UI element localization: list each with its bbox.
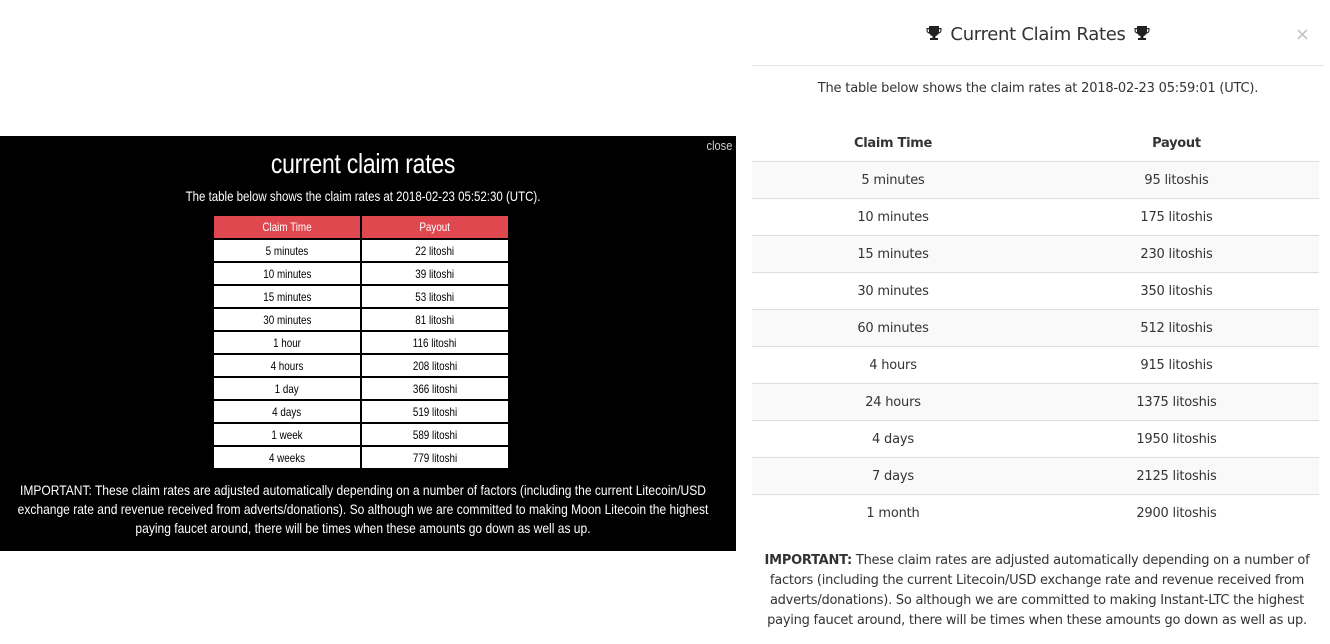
payout-cell: 1375 litoshis bbox=[1034, 384, 1319, 421]
table-row bbox=[213, 239, 509, 262]
payout-cell: 366 litoshi bbox=[361, 377, 509, 400]
important-note bbox=[748, 551, 1326, 631]
table-row bbox=[213, 331, 509, 354]
payout-cell: 95 litoshis bbox=[1034, 162, 1319, 199]
important-note: IMPORTANT: These claim rates are adjusted automatically depending on a number of factors (including the current Litecoin/USD exchange rate and revenue received from adverts/donations). So although we are committed to making Moon Litecoin the highest paying faucet around, there will be times when these amounts go down as well as up. bbox=[17, 482, 709, 536]
trophy-icon bbox=[1134, 25, 1150, 41]
table-row bbox=[213, 423, 509, 446]
moon-litecoin-claim-rates-modal bbox=[0, 136, 736, 551]
table-row bbox=[213, 285, 509, 308]
modal-title bbox=[752, 24, 1324, 45]
claim-time-cell: 5 minutes bbox=[213, 239, 361, 262]
payout-cell: 2900 litoshis bbox=[1034, 495, 1319, 532]
payout-cell: 779 litoshi bbox=[361, 446, 509, 469]
close-button[interactable]: close bbox=[706, 138, 732, 153]
table-row bbox=[213, 262, 509, 285]
table-row bbox=[752, 421, 1319, 458]
claim-rates-table bbox=[212, 214, 510, 470]
payout-cell: 2125 litoshis bbox=[1034, 458, 1319, 495]
claim-time-cell: 10 minutes bbox=[752, 199, 1034, 236]
payout-cell: 350 litoshis bbox=[1034, 273, 1319, 310]
table-row bbox=[752, 236, 1319, 273]
table-row bbox=[213, 354, 509, 377]
payout-cell: 1950 litoshis bbox=[1034, 421, 1319, 458]
claim-time-cell: 1 day bbox=[213, 377, 361, 400]
table-header-row bbox=[752, 125, 1319, 162]
modal-subtitle: The table below shows the claim rates at 2018-02-23 05:52:30 (UTC). bbox=[185, 188, 541, 204]
modal-title-text: Current Claim Rates bbox=[950, 24, 1126, 45]
table-row bbox=[752, 273, 1319, 310]
payout-cell: 39 litoshi bbox=[361, 262, 509, 285]
claim-time-cell: 15 minutes bbox=[213, 285, 361, 308]
payout-cell: 519 litoshi bbox=[361, 400, 509, 423]
payout-cell: 53 litoshi bbox=[361, 285, 509, 308]
table-row bbox=[752, 162, 1319, 199]
claim-time-cell: 24 hours bbox=[752, 384, 1034, 421]
table-row bbox=[752, 384, 1319, 421]
modal-title: current claim rates bbox=[270, 148, 456, 179]
table-row bbox=[752, 347, 1319, 384]
table-row bbox=[752, 458, 1319, 495]
table-row bbox=[213, 400, 509, 423]
column-header-payout: Payout bbox=[361, 215, 509, 239]
claim-time-cell: 60 minutes bbox=[752, 310, 1034, 347]
table-body bbox=[213, 239, 509, 469]
trophy-icon bbox=[926, 25, 942, 41]
claim-time-cell: 1 month bbox=[752, 495, 1034, 532]
claim-time-cell: 1 hour bbox=[213, 331, 361, 354]
table-body bbox=[752, 162, 1319, 532]
claim-time-cell: 10 minutes bbox=[213, 262, 361, 285]
important-text: These claim rates are adjusted automatically depending on a number of factors (including the current Litecoin/USD exchange rate and revenue received from adverts/donations). So although we are committed to making Instant-LTC the highest paying faucet around, there will be times when these amounts go down as well as up. bbox=[767, 553, 1310, 628]
table-row bbox=[752, 495, 1319, 532]
table-row bbox=[213, 446, 509, 469]
claim-time-cell: 4 weeks bbox=[213, 446, 361, 469]
table-row bbox=[752, 199, 1319, 236]
important-label: IMPORTANT: bbox=[764, 553, 852, 568]
claim-time-cell: 4 days bbox=[752, 421, 1034, 458]
table-row bbox=[213, 377, 509, 400]
claim-time-cell: 4 hours bbox=[752, 347, 1034, 384]
payout-cell: 81 litoshi bbox=[361, 308, 509, 331]
table-row bbox=[752, 310, 1319, 347]
modal-header bbox=[752, 0, 1324, 66]
column-header-claim-time: Claim Time bbox=[752, 125, 1034, 162]
column-header-payout: Payout bbox=[1034, 125, 1319, 162]
payout-cell: 208 litoshi bbox=[361, 354, 509, 377]
payout-cell: 589 litoshi bbox=[361, 423, 509, 446]
payout-cell: 175 litoshis bbox=[1034, 199, 1319, 236]
column-header-claim-time: Claim Time bbox=[213, 215, 361, 239]
claim-time-cell: 4 hours bbox=[213, 354, 361, 377]
instant-ltc-claim-rates-modal bbox=[752, 0, 1330, 644]
claim-time-cell: 15 minutes bbox=[752, 236, 1034, 273]
payout-cell: 230 litoshis bbox=[1034, 236, 1319, 273]
claim-time-cell: 5 minutes bbox=[752, 162, 1034, 199]
claim-time-cell: 7 days bbox=[752, 458, 1034, 495]
table-header-row bbox=[213, 215, 509, 239]
claim-time-cell: 1 week bbox=[213, 423, 361, 446]
modal-subtitle: The table below shows the claim rates at 2018-02-23 05:59:01 (UTC). bbox=[817, 81, 1259, 96]
payout-cell: 116 litoshi bbox=[361, 331, 509, 354]
payout-cell: 915 litoshis bbox=[1034, 347, 1319, 384]
table-row bbox=[213, 308, 509, 331]
payout-cell: 22 litoshi bbox=[361, 239, 509, 262]
claim-time-cell: 30 minutes bbox=[752, 273, 1034, 310]
claim-time-cell: 30 minutes bbox=[213, 308, 361, 331]
close-icon[interactable]: × bbox=[1294, 24, 1310, 45]
claim-rates-table bbox=[752, 125, 1319, 531]
payout-cell: 512 litoshis bbox=[1034, 310, 1319, 347]
claim-time-cell: 4 days bbox=[213, 400, 361, 423]
